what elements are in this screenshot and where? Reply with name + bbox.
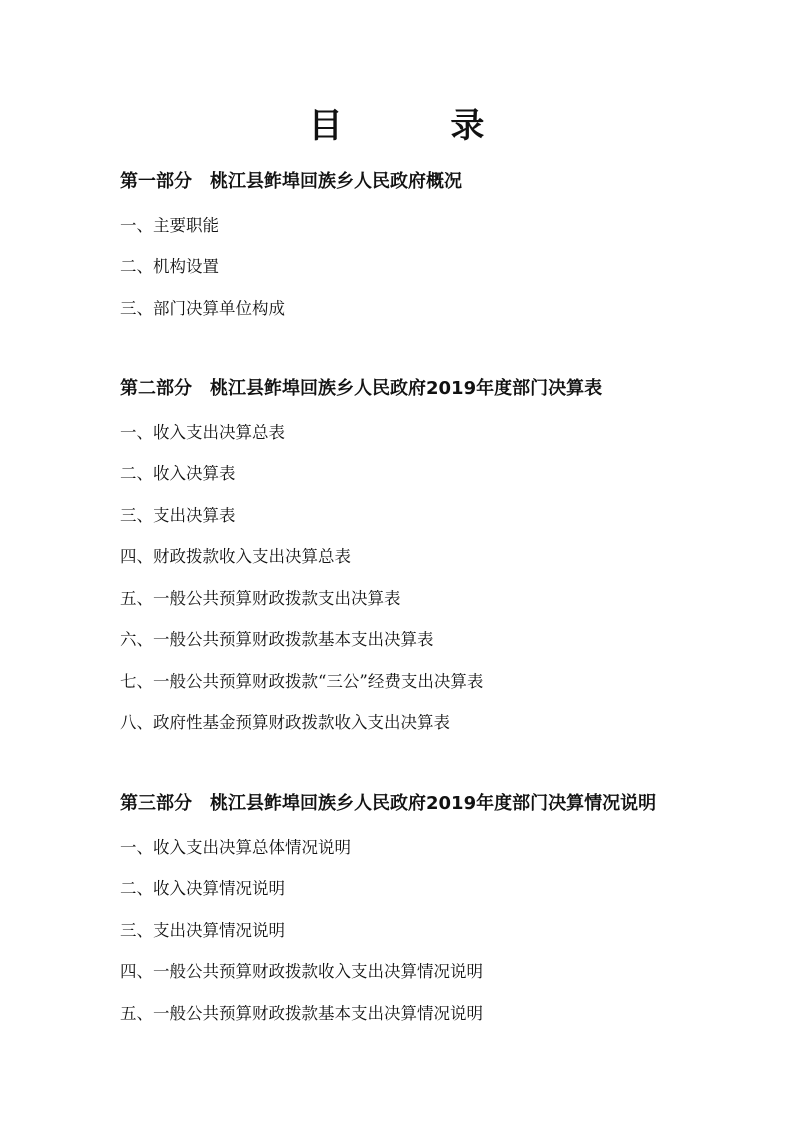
- toc-item[interactable]: 六、一般公共预算财政拨款基本支出决算表: [120, 630, 434, 649]
- toc-section-part-two: [120, 375, 760, 735]
- section-heading[interactable]: [120, 168, 760, 196]
- toc-section-part-three: [120, 790, 760, 1026]
- toc-item[interactable]: 五、一般公共预算财政拨款支出决算表: [120, 588, 401, 608]
- toc-item[interactable]: 七、一般公共预算财政拨款“三公”经费支出决算表: [120, 671, 484, 691]
- toc-item[interactable]: 四、财政拨款收入支出决算总表: [120, 547, 351, 566]
- toc-item[interactable]: 一、主要职能: [120, 215, 219, 235]
- toc-item[interactable]: 三、部门决算单位构成: [120, 298, 285, 318]
- toc-item[interactable]: 一、收入支出决算总表: [120, 422, 285, 442]
- toc-item[interactable]: 四、一般公共预算财政拨款收入支出决算情况说明: [120, 962, 483, 981]
- section-heading-text: 桃江县鲊埠回族乡人民政府2019年度部门决算表: [210, 378, 603, 399]
- section-part-label: 第一部分: [120, 171, 192, 192]
- section-heading[interactable]: [120, 375, 760, 403]
- section-heading-text: 桃江县鲊埠回族乡人民政府2019年度部门决算情况说明: [210, 793, 657, 814]
- toc-item[interactable]: 五、一般公共预算财政拨款基本支出决算情况说明: [120, 1003, 483, 1023]
- section-heading-text: 桃江县鲊埠回族乡人民政府概况: [210, 171, 462, 192]
- toc-item[interactable]: 三、支出决算情况说明: [120, 920, 285, 940]
- section-part-label: 第二部分: [120, 378, 192, 399]
- section-part-label: 第三部分: [120, 793, 192, 814]
- toc-item[interactable]: 八、政府性基金预算财政拨款收入支出决算表: [120, 713, 450, 732]
- toc-section-part-one: [120, 168, 760, 321]
- toc-item[interactable]: 二、收入决算表: [120, 464, 236, 483]
- toc-item[interactable]: 二、机构设置: [120, 257, 219, 276]
- page-title: 目 录: [308, 106, 533, 146]
- toc-item[interactable]: 三、支出决算表: [120, 505, 236, 525]
- toc-item[interactable]: 二、收入决算情况说明: [120, 879, 285, 898]
- section-heading[interactable]: [120, 790, 760, 818]
- toc-item[interactable]: 一、收入支出决算总体情况说明: [120, 837, 351, 857]
